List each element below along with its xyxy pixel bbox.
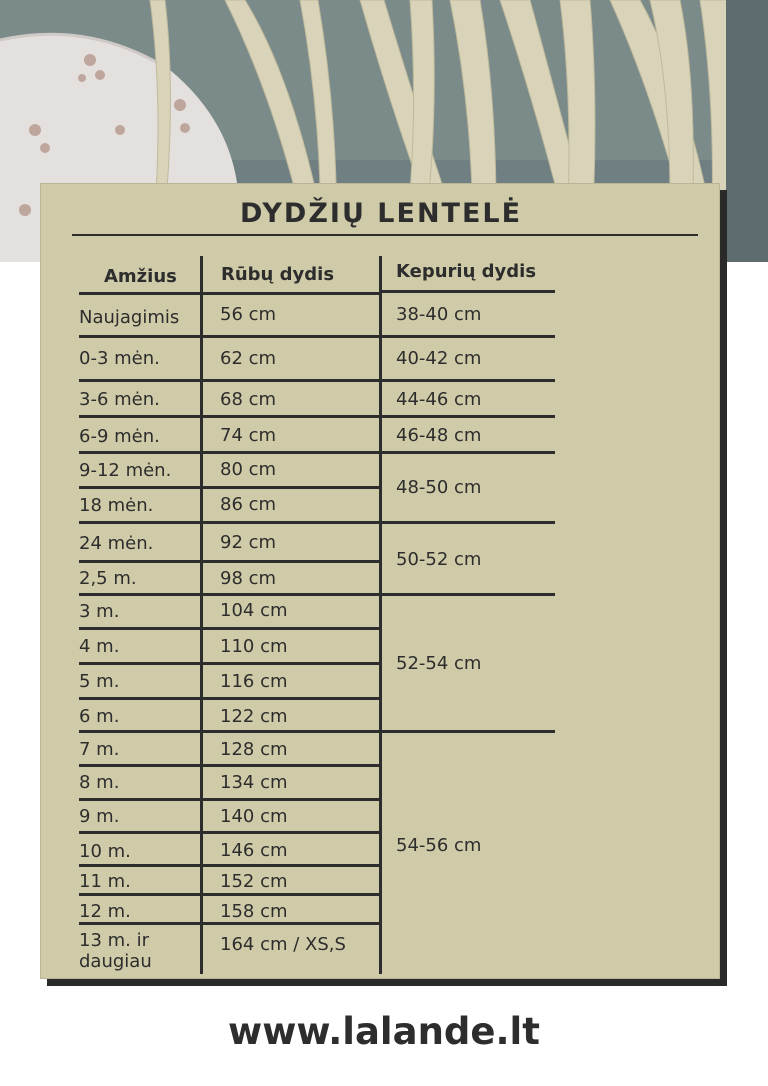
row-separator (79, 560, 379, 563)
age-cell: 5 m. (79, 671, 120, 692)
age-cell: Naujagimis (79, 307, 180, 328)
hat-size-cell: 40-42 cm (396, 348, 482, 369)
hat-row-separator (382, 335, 555, 338)
clothes-size-cell: 68 cm (220, 389, 277, 410)
age-cell: 2,5 m. (79, 568, 137, 589)
clothes-size-cell: 92 cm (220, 532, 277, 553)
row-separator (79, 730, 379, 733)
age-cell: 8 m. (79, 772, 120, 793)
age-cell: 13 m. ir daugiau (79, 930, 152, 972)
clothes-size-cell: 152 cm (220, 871, 288, 892)
clothes-size-cell: 122 cm (220, 706, 288, 727)
age-cell: 6-9 mėn. (79, 426, 160, 447)
clothes-size-cell: 158 cm (220, 901, 288, 922)
column-divider-2 (379, 256, 382, 974)
row-separator (79, 864, 379, 867)
age-cell: 10 m. (79, 841, 131, 862)
page-title: DYDŽIŲ LENTELĖ (239, 198, 523, 229)
hat-row-separator (382, 593, 555, 596)
age-cell: 12 m. (79, 901, 131, 922)
row-separator (79, 521, 379, 524)
row-separator (79, 593, 379, 596)
header-age: Amžius (104, 266, 177, 287)
clothes-size-cell: 140 cm (220, 806, 288, 827)
clothes-size-cell: 164 cm / XS,S (220, 934, 346, 955)
row-separator (79, 831, 379, 834)
header-hat-size: Kepurių dydis (396, 261, 537, 282)
age-cell: 3-6 mėn. (79, 389, 160, 410)
age-cell: 11 m. (79, 871, 131, 892)
row-separator (79, 697, 379, 700)
row-separator (79, 764, 379, 767)
hat-row-separator (382, 290, 555, 293)
hat-row-separator (382, 379, 555, 382)
age-cell: 7 m. (79, 739, 120, 760)
clothes-size-cell: 74 cm (220, 425, 277, 446)
row-separator (79, 415, 379, 418)
age-cell: 4 m. (79, 636, 120, 657)
age-cell: 3 m. (79, 601, 120, 622)
clothes-size-cell: 62 cm (220, 348, 277, 369)
hat-size-cell: 50-52 cm (396, 549, 482, 570)
row-separator (79, 379, 379, 382)
age-cell: 0-3 mėn. (79, 348, 160, 369)
row-separator (79, 335, 379, 338)
title-underline (72, 234, 698, 236)
age-cell: 6 m. (79, 706, 120, 727)
hat-size-cell: 54-56 cm (396, 835, 482, 856)
clothes-size-cell: 56 cm (220, 304, 277, 325)
clothes-size-cell: 98 cm (220, 568, 277, 589)
clothes-size-cell: 116 cm (220, 671, 288, 692)
row-separator (79, 627, 379, 630)
clothes-size-cell: 134 cm (220, 772, 288, 793)
header-clothes-size: Rūbų dydis (221, 264, 335, 285)
website-link[interactable]: www.lalande.lt (228, 1010, 540, 1053)
hat-row-separator (382, 415, 555, 418)
age-cell: 9-12 mėn. (79, 460, 172, 481)
row-separator (79, 292, 379, 295)
row-separator (79, 893, 379, 896)
age-cell: 24 mėn. (79, 533, 154, 554)
row-separator (79, 662, 379, 665)
hat-size-cell: 52-54 cm (396, 653, 482, 674)
hat-row-separator (382, 521, 555, 524)
clothes-size-cell: 80 cm (220, 459, 277, 480)
clothes-size-cell: 86 cm (220, 494, 277, 515)
row-separator (79, 451, 379, 454)
hat-size-cell: 46-48 cm (396, 425, 482, 446)
age-cell: 9 m. (79, 806, 120, 827)
row-separator (79, 798, 379, 801)
clothes-size-cell: 104 cm (220, 600, 288, 621)
clothes-size-cell: 110 cm (220, 636, 288, 657)
row-separator (79, 922, 379, 925)
hat-size-cell: 48-50 cm (396, 477, 482, 498)
row-separator (79, 486, 379, 489)
hat-row-separator (382, 730, 555, 733)
hat-size-cell: 38-40 cm (396, 304, 482, 325)
hat-size-cell: 44-46 cm (396, 389, 482, 410)
clothes-size-cell: 128 cm (220, 739, 288, 760)
size-chart-card (40, 183, 720, 979)
clothes-size-cell: 146 cm (220, 840, 288, 861)
age-cell: 18 mėn. (79, 495, 154, 516)
hat-row-separator (382, 451, 555, 454)
